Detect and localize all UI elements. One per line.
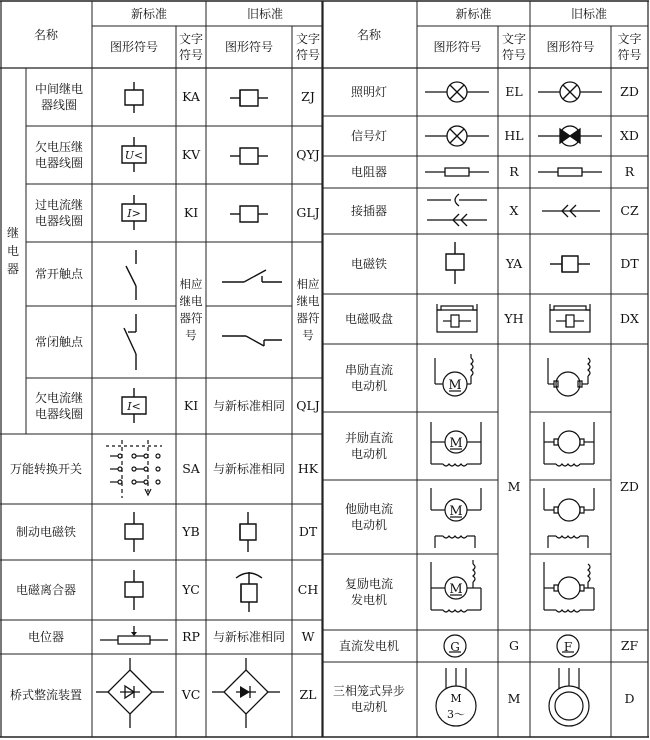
svg-text:M: M — [448, 378, 462, 393]
header-name-left: 名称 — [33, 28, 58, 42]
row-name-normally-open: 常开触点 — [34, 267, 83, 281]
code-DX: DX — [620, 311, 639, 326]
old-shunt-dc-motor-icon — [530, 412, 611, 480]
bridge-rectifier-icon — [92, 654, 176, 736]
header-old-right: 旧标准 — [570, 7, 607, 21]
code-YA: YA — [505, 256, 523, 271]
old-electromagnet-icon — [530, 234, 611, 294]
code-ZD: ZD — [620, 84, 639, 99]
header-graphic-new-left: 图形符号 — [109, 40, 158, 54]
dc-generator-icon — [417, 630, 498, 662]
code-KI-2: KI — [183, 398, 199, 413]
row-name-dc-generator: 直流发电机 — [338, 639, 399, 653]
row-name-undervoltage-relay: 欠电压继 电器线圈 — [34, 140, 83, 170]
svg-text:F: F — [563, 640, 573, 654]
old-induction-motor-icon — [530, 662, 611, 736]
svg-text:U<: U< — [124, 149, 144, 162]
old-clutch-icon — [206, 560, 292, 620]
same-as-new-1: 与新标准相同 — [212, 399, 285, 413]
header-text-new-left: 文字 符号 — [178, 32, 203, 62]
code-YH: YH — [504, 311, 524, 326]
row-name-undercurrent-relay: 欠电流继 电器线圈 — [34, 391, 83, 421]
svg-text:M: M — [449, 582, 463, 597]
row-name-intermediate-relay: 中间继电 器线圈 — [34, 82, 83, 112]
svg-text:M: M — [449, 504, 463, 519]
relay-group-label: 继 电 器 — [6, 226, 19, 276]
old-normally-open-contact-icon — [206, 242, 292, 306]
old-relay-coil-icon — [206, 68, 292, 126]
code-GLJ: GLJ — [296, 205, 320, 220]
row-name-separately-excited: 他励电流 电动机 — [344, 502, 393, 532]
row-name-induction-motor: 三相笼式异步 电动机 — [332, 684, 405, 714]
old-lamp-icon — [530, 68, 611, 116]
code-QYJ: QYJ — [296, 147, 320, 162]
header-new-right: 新标准 — [455, 7, 492, 21]
code-HL: HL — [504, 128, 524, 143]
svg-text:M: M — [449, 436, 463, 451]
code-YC: YC — [182, 582, 200, 597]
shunt-dc-motor-icon — [417, 412, 498, 480]
code-SA: SA — [182, 461, 200, 476]
code-G: G — [509, 638, 519, 653]
code-M-induction: M — [507, 691, 521, 706]
row-name-resistor: 电阻器 — [350, 165, 387, 179]
code-CZ: CZ — [620, 203, 639, 218]
code-M-shared: M — [507, 479, 521, 494]
old-relay-coil-icon — [206, 126, 292, 184]
svg-text:G: G — [450, 640, 460, 654]
separately-excited-motor-icon — [417, 480, 498, 554]
old-signal-lamp-icon — [530, 116, 611, 156]
code-ZF: ZF — [620, 638, 639, 653]
clutch-icon — [92, 560, 176, 620]
row-name-compound-generator: 复励电流 发电机 — [344, 577, 393, 607]
lamp-icon — [417, 68, 498, 116]
connector-icon — [417, 188, 498, 234]
header-graphic-old-right: 图形符号 — [546, 40, 595, 54]
row-name-overcurrent-relay: 过电流继 电器线圈 — [34, 198, 83, 228]
universal-switch-icon — [92, 434, 176, 504]
code-XD: XD — [620, 128, 639, 143]
old-normally-closed-contact-icon — [206, 306, 292, 378]
relay-coil-icon — [92, 68, 176, 126]
row-name-potentiometer: 电位器 — [27, 630, 64, 644]
row-name-clutch: 电磁离合器 — [15, 583, 76, 597]
code-ZJ: ZJ — [301, 89, 315, 104]
shared-relay-code-old: 相应 继电 器符 号 — [296, 277, 320, 342]
same-as-new-3: 与新标准相同 — [212, 630, 285, 644]
row-name-bridge-rectifier: 桥式整流装置 — [9, 688, 82, 702]
header-old-left: 旧标准 — [246, 7, 283, 21]
svg-text:I<: I< — [127, 400, 141, 413]
old-resistor-icon — [530, 156, 611, 188]
electromagnet-icon — [417, 234, 498, 294]
row-name-universal-switch: 万能转换开关 — [9, 462, 82, 476]
normally-closed-contact-icon — [92, 306, 176, 378]
undercurrent-coil-icon — [92, 378, 176, 434]
header-text-old-right: 文字 符号 — [617, 32, 642, 62]
code-R: R — [509, 164, 519, 179]
magnetic-chuck-icon — [417, 294, 498, 344]
svg-text:M: M — [450, 692, 462, 705]
header-new-left: 新标准 — [130, 7, 167, 21]
induction-motor-icon — [417, 662, 498, 736]
undervoltage-coil-icon — [92, 126, 176, 184]
old-bridge-rectifier-icon — [206, 654, 292, 736]
normally-open-contact-icon — [92, 242, 176, 306]
code-CH: CH — [297, 582, 319, 597]
old-connector-icon — [530, 188, 611, 234]
code-W: W — [301, 629, 315, 644]
old-series-dc-motor-icon — [530, 344, 611, 412]
overcurrent-coil-icon — [92, 184, 176, 242]
row-name-lamp: 照明灯 — [350, 85, 387, 99]
code-ZD-shared: ZD — [620, 479, 639, 494]
row-name-normally-closed: 常闭触点 — [34, 335, 83, 349]
code-QLJ: QLJ — [296, 398, 320, 413]
code-KA: KA — [182, 89, 200, 104]
code-EL: EL — [505, 84, 523, 99]
shared-relay-code-new: 相应 继电 器符 号 — [179, 277, 203, 342]
code-YB: YB — [182, 524, 200, 539]
old-brake-magnet-icon — [206, 504, 292, 560]
series-dc-motor-icon — [417, 344, 498, 412]
old-separately-excited-motor-icon — [530, 480, 611, 554]
row-name-series-dc-motor: 串励直流 电动机 — [344, 363, 393, 393]
old-relay-coil-icon — [206, 184, 292, 242]
code-RP: RP — [182, 629, 200, 644]
header-graphic-old-left: 图形符号 — [224, 40, 273, 54]
code-DT: DT — [298, 524, 318, 539]
code-R-old: R — [624, 164, 635, 179]
header-graphic-new-right: 图形符号 — [433, 40, 482, 54]
compound-generator-icon — [417, 554, 498, 630]
old-compound-generator-icon — [530, 554, 611, 630]
same-as-new-2: 与新标准相同 — [212, 462, 285, 476]
svg-text:I>: I> — [127, 207, 141, 220]
code-KI: KI — [183, 205, 199, 220]
header-name-right: 名称 — [356, 28, 381, 42]
row-name-connector: 接插器 — [350, 204, 387, 218]
code-VC: VC — [181, 687, 201, 702]
code-D: D — [624, 691, 635, 706]
code-ZL: ZL — [299, 687, 317, 702]
header-text-new-right: 文字 符号 — [501, 32, 526, 62]
code-X: X — [509, 203, 519, 218]
signal-lamp-icon — [417, 116, 498, 156]
row-name-brake-magnet: 制动电磁铁 — [15, 525, 76, 539]
code-HK: HK — [297, 461, 319, 476]
row-name-magnetic-chuck: 电磁吸盘 — [344, 312, 393, 326]
potentiometer-icon — [92, 620, 176, 654]
row-name-signal-lamp: 信号灯 — [350, 129, 387, 143]
old-dc-generator-icon — [530, 630, 611, 662]
row-name-electromagnet: 电磁铁 — [350, 257, 387, 271]
header-text-old-left: 文字 符号 — [295, 32, 320, 62]
resistor-icon — [417, 156, 498, 188]
brake-magnet-icon — [92, 504, 176, 560]
row-name-shunt-dc-motor: 并励直流 电动机 — [344, 431, 393, 461]
svg-text:3～: 3～ — [447, 708, 465, 721]
code-KV: KV — [181, 147, 201, 162]
code-DT-right: DT — [620, 256, 639, 271]
old-magnetic-chuck-icon — [530, 294, 611, 344]
